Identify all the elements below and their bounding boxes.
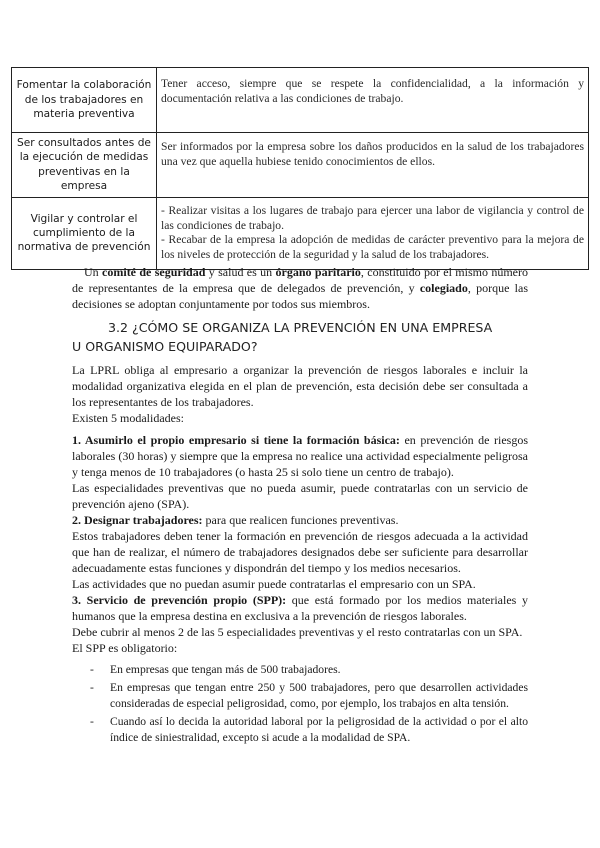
text-run: en prevención de riesgos laborales (30 horas) y siempre que la empresa no realice una actividad especialmente peligrosa y tenga menos de 10 trabajadores (o hasta 25 si solo tiene un centro de trabajo).	[72, 433, 528, 479]
modality-title: 1. Asumirlo el propio empresario si tiene la formación básica:	[72, 433, 400, 447]
dash-bullet: -	[90, 663, 94, 676]
description-line: - Realizar visitas a los lugares de trabajo para ejercer una labor de vigilancia y control de las condiciones de trabajo.	[161, 203, 584, 232]
list-item-text: Cuando así lo decida la autoridad laboral por la peligrosidad de la actividad o por el alto índice de siniestralidad, excepto si acude a la modalidad de SPA.	[110, 715, 528, 744]
right-cell: Fomentar la colaboración de los trabajadores en materia preventiva	[12, 68, 157, 133]
list-item-text: En empresas que tengan más de 500 trabajadores.	[110, 663, 341, 676]
table-row	[12, 133, 589, 198]
description-line: - Recabar de la empresa la adopción de medidas de carácter preventivo para la mejora de los niveles de protección de la seguridad y la salud de los trabajadores.	[161, 233, 584, 261]
modality-1	[72, 432, 528, 480]
bold-term: colegiado	[419, 281, 468, 295]
description-cell: Tener acceso, siempre que se respete la confidencialidad, a la información y documentación relativa a las condiciones de trabajo.	[157, 68, 589, 133]
modality-1-extra: Las especialidades preventivas que no pueda asumir, puede contratarlas con un servicio de prevención ajeno (SPA).	[72, 481, 528, 511]
modality-2	[72, 512, 528, 528]
list-item-text: En empresas que tengan entre 250 y 500 trabajadores, pero que desarrollen actividades consideradas de especial peligrosidad, como, por ejemplo, los trabajos en alta tensión.	[110, 681, 528, 710]
dash-bullet: -	[90, 681, 94, 694]
modality-2-extra: Las actividades que no puedan asumir puede contratarlas el empresario con un SPA.	[72, 577, 476, 591]
obligation-list	[72, 662, 528, 746]
right-cell: Ser consultados antes de la ejecución de medidas preventivas en la empresa	[12, 133, 157, 198]
text-run: y salud es un	[205, 265, 276, 279]
modality-3	[72, 592, 528, 624]
list-item	[72, 662, 528, 678]
modality-title: 3. Servicio de prevención propio (SPP):	[72, 593, 287, 607]
committee-paragraph	[72, 264, 528, 312]
list-item	[72, 714, 528, 746]
text-run: Un	[84, 265, 103, 279]
modality-3-obligation: El SPP es obligatorio:	[72, 641, 178, 655]
bold-term: comité de seguridad	[102, 265, 206, 279]
text-run: para que realicen funciones preventivas.	[202, 513, 399, 527]
intro-paragraph: La LPRL obliga al empresario a organizar la prevención de riesgos laborales e incluir la modalidad organizativa elegida en el plan de prevención, esta decisión debe ser consultada a los representantes de los trabajadores.	[72, 363, 528, 409]
text-run: que está formado por los medios materiales y humanos que la empresa destina en exclusiva a la prevención de riesgos laborales.	[72, 593, 528, 623]
section-heading	[72, 318, 528, 356]
list-item	[72, 680, 528, 712]
text-run: , constituido por el mismo número de representantes de la empresa que de delegados de prevención, y	[72, 265, 528, 295]
right-cell: Vigilar y controlar el cumplimiento de la normativa de prevención	[12, 197, 157, 269]
worker-rights-table	[11, 67, 589, 270]
heading-line: 3.2 ¿CÓMO SE ORGANIZA LA PREVENCIÓN EN UNA EMPRESA	[108, 320, 493, 335]
table-row	[12, 197, 589, 269]
bold-term: órgano paritario	[275, 265, 361, 279]
heading-line: U ORGANISMO EQUIPARADO?	[72, 339, 258, 354]
modality-3-detail: Debe cubrir al menos 2 de las 5 especialidades preventivas y el resto contratarlas con un SPA.	[72, 625, 523, 639]
description-cell	[157, 197, 589, 269]
description-cell: Ser informados por la empresa sobre los daños producidos en la salud de los trabajadores una vez que aquella hubiese tenido conocimientos de ellos.	[157, 133, 589, 198]
dash-bullet: -	[90, 715, 94, 728]
modality-title: 2. Designar trabajadores:	[72, 513, 203, 527]
modality-2-detail: Estos trabajadores deben tener la formación en prevención de riesgos adecuada a la actividad que han de realizar, el número de trabajadores designados debe ser suficiente para desarrollar adecuadamente estas funciones y dispondrán del tiempo y los medios necesarios.	[72, 529, 528, 575]
main-content	[72, 362, 528, 748]
text-run: , porque las decisiones se adoptan conjuntamente por todos sus miembros.	[72, 281, 528, 311]
table-row	[12, 68, 589, 133]
modality-count: Existen 5 modalidades:	[72, 411, 184, 425]
